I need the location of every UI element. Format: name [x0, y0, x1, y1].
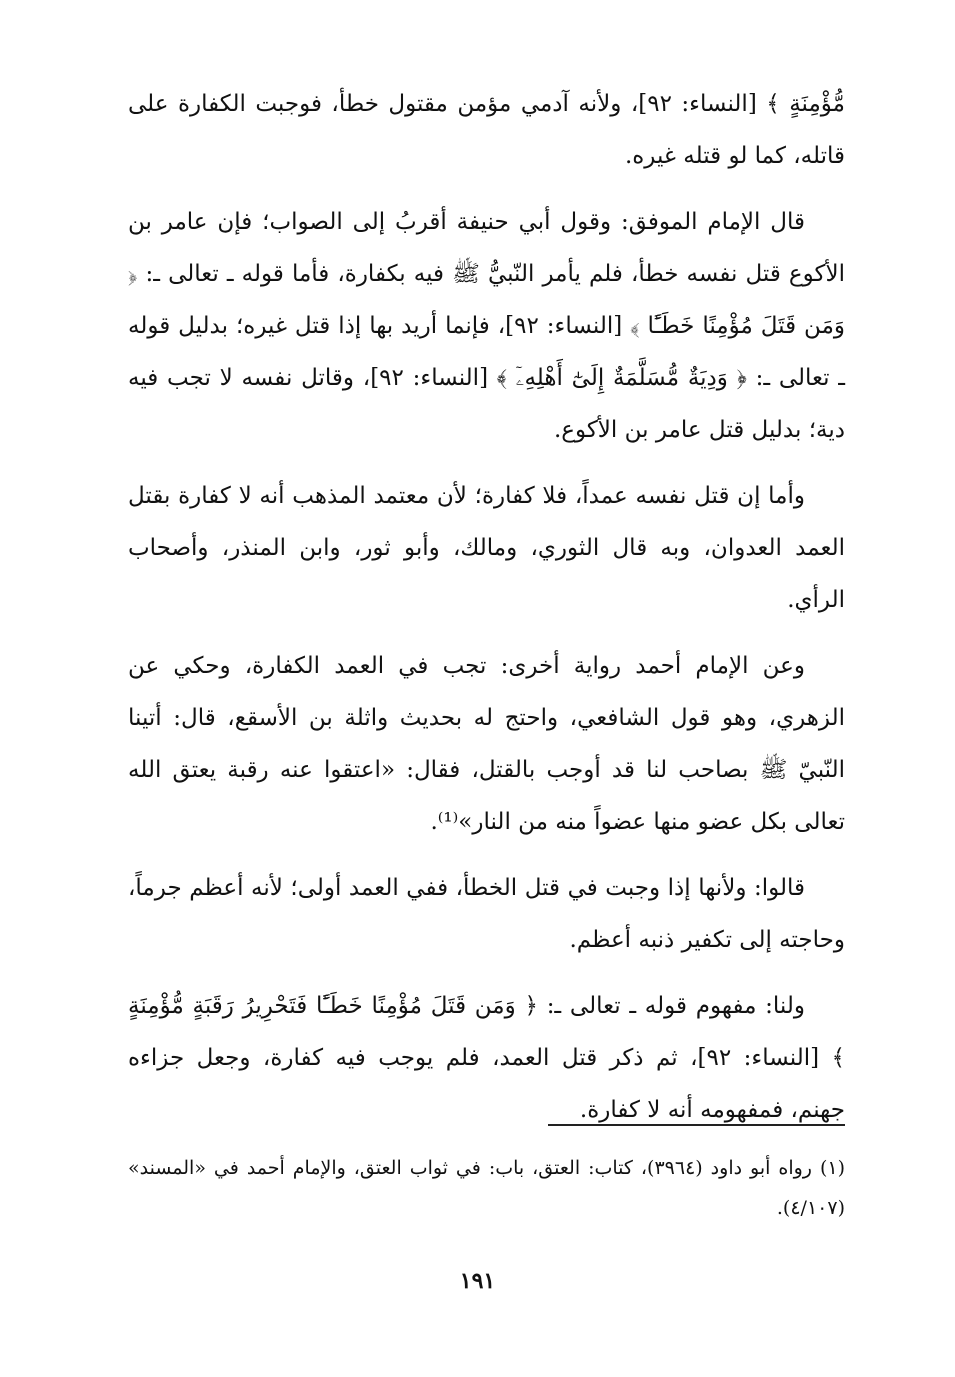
paragraph-gap	[128, 626, 845, 640]
paragraph-gap	[128, 182, 845, 196]
footnote-1: (١) رواه أبو داود (٣٩٦٤)، كتاب: العتق، باب: في ثواب العتق، والإمام أحمد في «المسند» (٤/١٠٧).	[128, 1157, 845, 1219]
paragraph-ahmad-narration: وعن الإمام أحمد رواية أخرى: تجب في العمد الكفارة، وحكي عن الزهري، وهو قول الشافعي، واحتج له بحديث واثلة بن الأسقع، قال: أتينا النّبيّ ﷺ بصاحب لنا قد أوجب بالقتل، فقال: «اعتقوا عنه رقبة يعتق الله تعالى بكل عضو منها عضواً منه من النار»⁽¹⁾.	[128, 653, 845, 835]
main-text	[128, 78, 845, 1136]
paragraph-qalu: قالوا: ولأنها إذا وجبت في قتل الخطأ، ففي العمد أولى؛ لأنه أعظم جرماً، وحاجته إلى تكفير ذنبه أعظم.	[128, 875, 845, 953]
footnote-divider	[548, 1124, 845, 1126]
paragraph-wa-lana: ولنا: مفهوم قوله ـ تعالى ـ: ﴿ وَمَن قَتَلَ مُؤْمِنًا خَطَـًٔا فَتَحْرِيرُ رَقَبَةٍ مُّؤْمِنَةٍ ﴾ [النساء: ٩٢]، ثم ذكر قتل العمد، فلم يوجب فيه كفارة، وجعل جزاءه جهنم، فمفهومه أنه لا كفارة.	[128, 993, 845, 1123]
paragraph-imam-muwaffaq: قال الإمام الموفق: وقول أبي حنيفة أقربُ إلى الصواب؛ فإن عامر بن الأكوع قتل نفسه خطأ، فلم يأمر النّبيُّ ﷺ فيه بكفارة، فأما قوله ـ تعالى ـ: ﴿ وَمَن قَتَلَ مُؤْمِنًا خَطَـًٔا ﴾ [النساء: ٩٢]، فإنما أريد بها إذا قتل غيره؛ بدليل قوله ـ تعالى ـ: ﴿ وَدِيَةٌ مُّسَلَّمَةٌ إِلَىٰٓ أَهْلِهِۦٓ ﴾ [النساء: ٩٢]، وقاتل نفسه لا تجب فيه دية؛ بدليل قتل عامر بن الأكوع.	[128, 209, 845, 443]
paragraph-continuation: مُّؤْمِنَةٍ ﴾ [النساء: ٩٢]، ولأنه آدمي مؤمن مقتول خطأ، فوجبت الكفارة على قاتله، كما لو قتله غيره.	[128, 91, 845, 169]
paragraph-gap	[128, 848, 845, 862]
paragraph-intentional-suicide: وأما إن قتل نفسه عمداً، فلا كفارة؛ لأن معتمد المذهب أنه لا كفارة بقتل العمد العدوان، وبه قال الثوري، ومالك، وأبو ثور، وابن المنذر، وأصحاب الرأي.	[128, 483, 845, 613]
page-number: ١٩١	[459, 1268, 496, 1294]
footnote-section	[128, 1148, 845, 1228]
paragraph-gap	[128, 966, 845, 980]
paragraph-gap	[128, 456, 845, 470]
